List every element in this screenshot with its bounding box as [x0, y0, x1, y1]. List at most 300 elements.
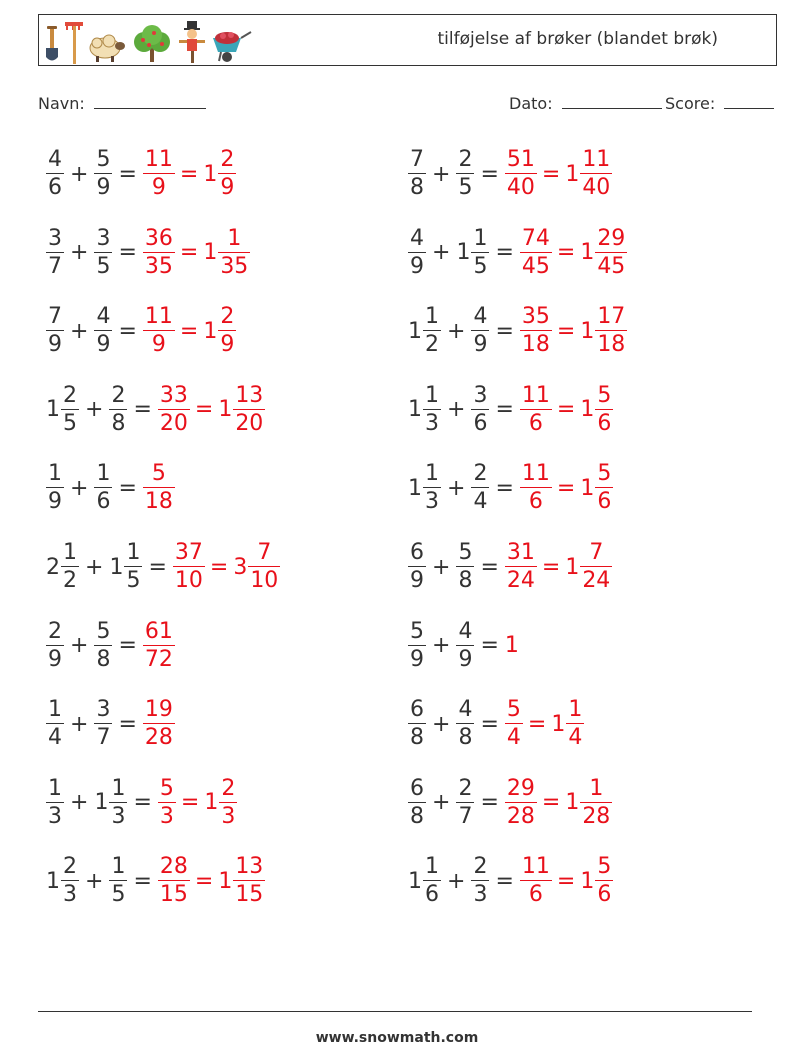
fraction: [595, 856, 613, 906]
problem-item: [46, 456, 175, 520]
shovel-icon: [43, 24, 61, 64]
fraction: [218, 149, 236, 199]
footer-divider: [38, 1011, 752, 1012]
mixed-number: [46, 149, 64, 199]
numerator: 29: [506, 775, 535, 801]
equals-sign: =: [480, 790, 499, 816]
equals-sign: =: [556, 397, 576, 423]
mixed-number: [46, 618, 64, 672]
numerator: 28: [159, 854, 188, 880]
denominator: 3: [63, 882, 77, 908]
equals-sign: =: [194, 397, 214, 423]
plus-sign: +: [85, 868, 104, 894]
plus-sign: +: [70, 161, 89, 187]
denominator: 7: [48, 253, 62, 279]
problem-item: [408, 771, 612, 835]
denominator: 20: [235, 410, 264, 436]
answer: [143, 306, 236, 356]
denominator: 35: [144, 253, 173, 279]
mixed-number: [408, 775, 426, 829]
numerator: 37: [174, 540, 203, 565]
equals-sign: =: [480, 711, 499, 737]
date-label: Dato:: [509, 94, 553, 113]
mixed-number: [143, 149, 175, 199]
equals-sign: =: [118, 161, 137, 187]
problem-item: [46, 849, 265, 913]
mixed-number: [456, 149, 474, 199]
whole-part: 1: [565, 161, 580, 187]
fraction: [505, 775, 537, 829]
mixed-number: [408, 856, 441, 906]
problem-item: [46, 378, 265, 442]
whole-part: 1: [109, 554, 124, 580]
problem-item: [46, 299, 236, 363]
equals-sign: =: [179, 240, 199, 266]
numerator: 2: [458, 147, 473, 172]
name-label: Navn:: [38, 94, 85, 113]
numerator: 5: [410, 618, 424, 644]
scarecrow-icon: [177, 20, 207, 64]
equals-sign: =: [209, 554, 229, 580]
numerator: 51: [506, 147, 535, 172]
numerator: 2: [458, 775, 473, 801]
problem-item: [408, 849, 613, 913]
denominator: 9: [410, 646, 424, 672]
denominator: 9: [410, 253, 424, 279]
denominator: 9: [473, 332, 488, 358]
equals-sign: =: [118, 475, 137, 501]
plus-sign: +: [447, 868, 466, 894]
equals-sign: =: [118, 633, 137, 659]
denominator: 9: [96, 332, 111, 358]
numerator: 4: [458, 618, 473, 644]
fraction: [520, 856, 552, 906]
denominator: 4: [506, 725, 521, 751]
equals-sign: =: [118, 240, 137, 266]
answer: [158, 856, 265, 906]
mixed-number: [456, 699, 474, 749]
plus-sign: +: [70, 475, 89, 501]
equals-sign: =: [541, 554, 561, 580]
fraction: [143, 149, 175, 199]
denominator: 6: [528, 882, 543, 908]
denominator: 5: [63, 410, 77, 436]
fraction: [456, 775, 474, 829]
mixed-number: [456, 618, 474, 672]
numerator: 1: [48, 775, 62, 801]
numerator: 7: [410, 147, 424, 172]
fraction: [94, 699, 112, 749]
numerator: 4: [458, 697, 473, 723]
numerator: 61: [144, 618, 173, 644]
denominator: 18: [144, 489, 173, 515]
denominator: 8: [458, 568, 473, 593]
fraction: [143, 306, 175, 356]
numerator: 35: [521, 304, 550, 330]
denominator: 9: [410, 568, 424, 593]
denominator: 45: [597, 253, 626, 279]
numerator: 1: [589, 775, 604, 801]
numerator: 4: [473, 304, 488, 330]
equals-sign: =: [495, 397, 514, 423]
denominator: 10: [250, 568, 279, 593]
fraction: [61, 856, 79, 906]
mixed-number: [203, 225, 250, 279]
numerator: 3: [96, 697, 111, 723]
plus-sign: +: [432, 240, 451, 266]
equals-sign: =: [180, 790, 200, 816]
mixed-number: [505, 542, 537, 592]
mixed-number: [580, 463, 613, 513]
fraction: [471, 382, 489, 436]
mixed-number: [408, 306, 441, 356]
mixed-number: [551, 699, 584, 749]
mixed-number: [456, 542, 474, 592]
mixed-number: [94, 149, 112, 199]
numerator: 2: [63, 382, 77, 408]
score-field: [665, 92, 774, 113]
fraction: [46, 306, 64, 356]
mixed-number: [505, 699, 523, 749]
denominator: 7: [458, 803, 473, 829]
numerator: 5: [458, 540, 473, 565]
denominator: 3: [473, 882, 488, 908]
numerator: 2: [221, 775, 236, 801]
whole-part: 1: [94, 790, 109, 816]
numerator: 3: [473, 382, 488, 408]
denominator: 7: [96, 725, 111, 751]
mixed-number: [408, 618, 426, 672]
whole-part: 1: [408, 868, 422, 894]
mixed-number: [471, 382, 489, 436]
name-line[interactable]: [94, 92, 206, 109]
fraction: [408, 225, 426, 279]
fraction: [109, 382, 127, 436]
numerator: 6: [410, 775, 424, 801]
problem-item: [408, 456, 613, 520]
problem-item: [408, 221, 627, 285]
whole-part: 1: [203, 161, 218, 187]
numerator: 11: [521, 382, 550, 408]
problem-item: [408, 142, 612, 206]
denominator: 6: [425, 882, 439, 908]
denominator: 15: [159, 882, 188, 908]
numerator: 5: [159, 775, 174, 801]
numerator: 1: [48, 697, 62, 723]
denominator: 6: [96, 489, 111, 515]
mixed-number: [520, 856, 552, 906]
worksheet-title: tilføjelse af brøker (blandet brøk): [437, 29, 718, 49]
fraction: [46, 463, 64, 513]
equals-sign: =: [495, 868, 514, 894]
numerator: 11: [521, 461, 550, 487]
denominator: 72: [144, 646, 173, 672]
numerator: 19: [144, 697, 173, 723]
equals-sign: =: [179, 161, 199, 187]
plus-sign: +: [447, 475, 466, 501]
mixed-number: [408, 225, 426, 279]
mixed-number: [565, 542, 612, 592]
numerator: 1: [473, 225, 488, 251]
mixed-number: [94, 463, 112, 513]
numerator: 74: [521, 225, 550, 251]
problem-item: [408, 535, 612, 599]
answer: [505, 633, 520, 658]
mixed-number: [109, 856, 127, 906]
plus-sign: +: [85, 554, 104, 580]
plus-sign: +: [432, 711, 451, 737]
fraction: [46, 225, 64, 279]
fraction: [173, 542, 205, 592]
whole-part: 1: [580, 868, 595, 894]
equals-sign: =: [118, 318, 137, 344]
numerator: 1: [111, 854, 126, 880]
fraction: [595, 382, 613, 436]
mixed-number: [46, 225, 64, 279]
fraction: [124, 542, 142, 592]
mixed-number: [580, 225, 627, 279]
mixed-number: [158, 775, 176, 829]
numerator: 5: [151, 461, 166, 487]
mixed-number: [94, 225, 112, 279]
plus-sign: +: [432, 633, 451, 659]
numerator: 1: [425, 304, 439, 330]
mixed-number: [158, 856, 190, 906]
mixed-number: [505, 633, 520, 658]
equals-sign: =: [495, 240, 514, 266]
equals-sign: =: [495, 475, 514, 501]
denominator: 4: [48, 725, 62, 751]
denominator: 20: [159, 410, 188, 436]
mixed-number: [580, 306, 627, 356]
denominator: 3: [221, 803, 236, 829]
equals-sign: =: [133, 397, 152, 423]
mixed-number: [218, 382, 265, 436]
fraction: [505, 542, 537, 592]
numerator: 11: [582, 147, 611, 172]
whole-part: 1: [551, 711, 566, 737]
numerator: 7: [589, 540, 604, 565]
denominator: 3: [425, 410, 439, 436]
fraction: [248, 542, 280, 592]
fraction: [233, 856, 265, 906]
problem-item: [408, 692, 584, 756]
answer: [143, 463, 175, 513]
denominator: 5: [111, 882, 126, 908]
fraction: [505, 699, 523, 749]
mixed-number: [520, 463, 552, 513]
denominator: 5: [96, 253, 111, 279]
numerator: 3: [48, 225, 62, 251]
denominator: 8: [96, 646, 111, 672]
numerator: 2: [220, 147, 235, 172]
plus-sign: +: [432, 161, 451, 187]
numerator: 2: [220, 304, 235, 330]
denominator: 28: [506, 803, 535, 829]
fraction: [580, 542, 612, 592]
fraction: [471, 306, 489, 356]
mixed-number: [408, 463, 441, 513]
answer: [520, 306, 627, 356]
mixed-number: [408, 382, 441, 436]
mixed-number: [46, 463, 64, 513]
numerator: 1: [48, 461, 62, 487]
fraction: [408, 699, 426, 749]
whole-part: 3: [233, 554, 248, 580]
equals-sign: =: [527, 711, 547, 737]
whole-part: 1: [218, 397, 233, 423]
fraction: [580, 149, 612, 199]
denominator: 6: [48, 175, 62, 200]
whole-part: 1: [408, 475, 422, 501]
mixed-number: [408, 149, 426, 199]
fraction: [143, 225, 175, 279]
fraction: [595, 463, 613, 513]
numerator: 2: [473, 461, 488, 487]
answer: [520, 225, 627, 279]
answer: [158, 775, 237, 829]
mixed-number: [203, 149, 236, 199]
denominator: 5: [473, 253, 488, 279]
denominator: 9: [48, 489, 62, 515]
denominator: 9: [151, 175, 166, 200]
mixed-number: [46, 856, 79, 906]
denominator: 35: [220, 253, 249, 279]
denominator: 6: [473, 410, 488, 436]
mixed-number: [471, 306, 489, 356]
plus-sign: +: [70, 790, 89, 816]
plus-sign: +: [70, 633, 89, 659]
whole-part: 1: [203, 318, 218, 344]
plus-sign: +: [447, 397, 466, 423]
denominator: 2: [63, 568, 77, 593]
fraction: [471, 856, 489, 906]
mixed-number: [143, 225, 175, 279]
mixed-number: [218, 856, 265, 906]
numerator: 6: [410, 540, 424, 565]
plus-sign: +: [432, 790, 451, 816]
denominator: 9: [151, 332, 166, 358]
fraction: [595, 225, 627, 279]
denominator: 8: [458, 725, 473, 751]
fraction: [520, 225, 552, 279]
mixed-number: [94, 306, 112, 356]
mixed-number: [46, 306, 64, 356]
whole-part: 1: [580, 475, 595, 501]
fraction: [520, 382, 552, 436]
whole-part: 1: [46, 397, 60, 423]
fraction: [520, 463, 552, 513]
numerator: 5: [597, 382, 612, 408]
answer: [143, 699, 175, 749]
equals-sign: =: [541, 161, 561, 187]
mixed-number: [471, 463, 489, 513]
numerator: 33: [159, 382, 188, 408]
denominator: 6: [597, 489, 612, 515]
problem-item: [46, 535, 280, 599]
whole-part: 1: [580, 318, 595, 344]
mixed-number: [143, 618, 175, 672]
mixed-number: [565, 149, 612, 199]
fraction: [423, 856, 441, 906]
plus-sign: +: [70, 318, 89, 344]
equals-sign: =: [541, 790, 561, 816]
answer: [143, 225, 250, 279]
fraction: [143, 699, 175, 749]
fraction: [580, 775, 612, 829]
numerator: 5: [506, 697, 521, 723]
equals-sign: =: [556, 475, 576, 501]
equals-sign: =: [556, 868, 576, 894]
equals-sign: =: [133, 868, 152, 894]
denominator: 6: [528, 410, 543, 436]
mixed-number: [456, 225, 489, 279]
mixed-number: [46, 542, 79, 592]
numerator: 7: [257, 540, 272, 565]
wheelbarrow-icon: [209, 28, 253, 64]
numerator: 11: [144, 304, 173, 330]
whole-part: 1: [565, 790, 580, 816]
denominator: 9: [48, 332, 62, 358]
denominator: 6: [597, 410, 612, 436]
fraction: [520, 306, 552, 356]
answer: [520, 463, 613, 513]
fraction: [219, 775, 237, 829]
sheep-icon: [87, 32, 127, 64]
mixed-number: [46, 382, 79, 436]
fraction: [408, 542, 426, 592]
fraction: [94, 225, 112, 279]
fraction: [158, 775, 176, 829]
date-line[interactable]: [562, 92, 662, 109]
numerator: 4: [48, 147, 62, 172]
problem-item: [408, 299, 627, 363]
numerator: 29: [597, 225, 626, 251]
score-line[interactable]: [724, 92, 774, 109]
numerator: 1: [425, 382, 439, 408]
denominator: 24: [506, 568, 535, 593]
denominator: 8: [410, 175, 424, 200]
equals-sign: =: [179, 318, 199, 344]
fraction: [46, 618, 64, 672]
whole-part: 1: [218, 868, 233, 894]
denominator: 24: [582, 568, 611, 593]
denominator: 3: [425, 489, 439, 515]
denominator: 9: [458, 646, 473, 672]
numerator: 2: [48, 618, 62, 644]
numerator: 17: [597, 304, 626, 330]
mixed-number: [565, 775, 612, 829]
numerator: 5: [96, 618, 111, 644]
problem-item: [408, 614, 520, 678]
numerator: 1: [126, 540, 141, 565]
mixed-number: [408, 542, 426, 592]
name-field: [38, 92, 206, 113]
denominator: 6: [597, 882, 612, 908]
denominator: 3: [48, 803, 62, 829]
mixed-number: [233, 542, 280, 592]
mixed-number: [520, 382, 552, 436]
denominator: 8: [111, 410, 126, 436]
denominator: 8: [410, 725, 424, 751]
answer: [505, 699, 584, 749]
numerator: 6: [410, 697, 424, 723]
numerator: 11: [144, 147, 173, 172]
answer: [143, 149, 236, 199]
mixed-number: [471, 856, 489, 906]
fraction: [408, 149, 426, 199]
header-icons: [43, 18, 255, 64]
